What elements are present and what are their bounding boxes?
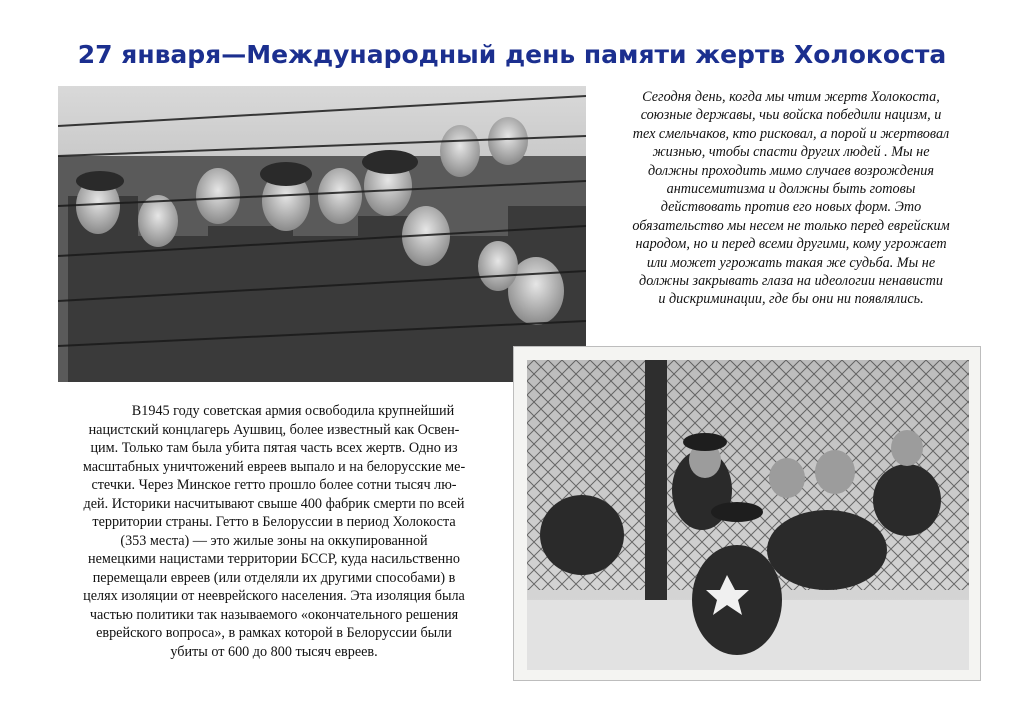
- quote-line: жизнью, чтобы спасти других людей . Мы не: [652, 144, 930, 161]
- body-line: целях изоляции от нееврейского населения. Эта изоляция была: [83, 588, 465, 604]
- quote-line: Сегодня день, когда мы чтим жертв Холокоста,: [642, 89, 940, 105]
- body-line-text: В1945 году советская армия освободила крупнейший: [131, 403, 455, 419]
- body-line: частью политики так называемого «окончательного решения: [89, 606, 459, 623]
- children-behind-barbed-wire-photo: [58, 86, 586, 382]
- quote-line: народом, но и перед всеми другими, кому угрожает: [635, 236, 947, 253]
- quote-line: обязательство мы несем не только перед еврейским: [632, 217, 950, 234]
- body-line: [48, 402, 500, 421]
- body-line: еврейского вопроса», в рамках которой в Белоруссии были: [96, 625, 452, 641]
- quote-line: тех смельчаков, кто рисковал, а порой и жертвовал: [632, 125, 950, 142]
- body-line: масштабных уничтожений евреев выпало и на белорусские ме-: [82, 458, 466, 475]
- quote-line: должны проходить мимо случаев возрождения: [648, 162, 934, 179]
- body-line: цим. Только там была убита пятая часть всех жертв. Одно из: [90, 440, 458, 456]
- body-line: нацистский концлагерь Аушвиц, более известный как Освен-: [88, 421, 460, 438]
- quote-line: антисемитизма и должны быть готовы: [666, 181, 916, 198]
- body-line: немецкими нацистами территории БССР, куда насильственно: [88, 551, 460, 567]
- body-line: территории страны. Гетто в Белоруссии в период Холокоста: [92, 514, 456, 530]
- quote-block: [598, 88, 984, 309]
- quote-line: действовать против его новых форм. Это: [660, 199, 922, 216]
- quote-line: или может угрожать такая же судьба. Мы не: [646, 254, 936, 271]
- body-line: дей. Историки насчитывают свыше 400 фабрик смерти по всей: [83, 495, 465, 512]
- quote-line: должны закрывать глаза на идеологии ненависти: [639, 273, 943, 290]
- body-line: (353 места) — это жилые зоны на оккупированной: [120, 532, 428, 549]
- body-line: перемещали евреев (или отделяли их другими способами) в: [92, 569, 456, 586]
- page-title: 27 января—Международный день памяти жертв Холокоста: [77, 40, 947, 69]
- ghetto-fence-photo: [527, 360, 969, 670]
- body-line: убиты от 600 до 800 тысяч евреев.: [170, 643, 378, 660]
- body-line: стечки. Через Минское гетто прошло более сотни тысяч лю-: [91, 477, 457, 493]
- quote-line: союзные державы, чьи войска победили нацизм, и: [640, 107, 942, 124]
- body-text: [48, 402, 500, 661]
- quote-line: и дискриминации, где бы они ни появлялись.: [658, 291, 924, 308]
